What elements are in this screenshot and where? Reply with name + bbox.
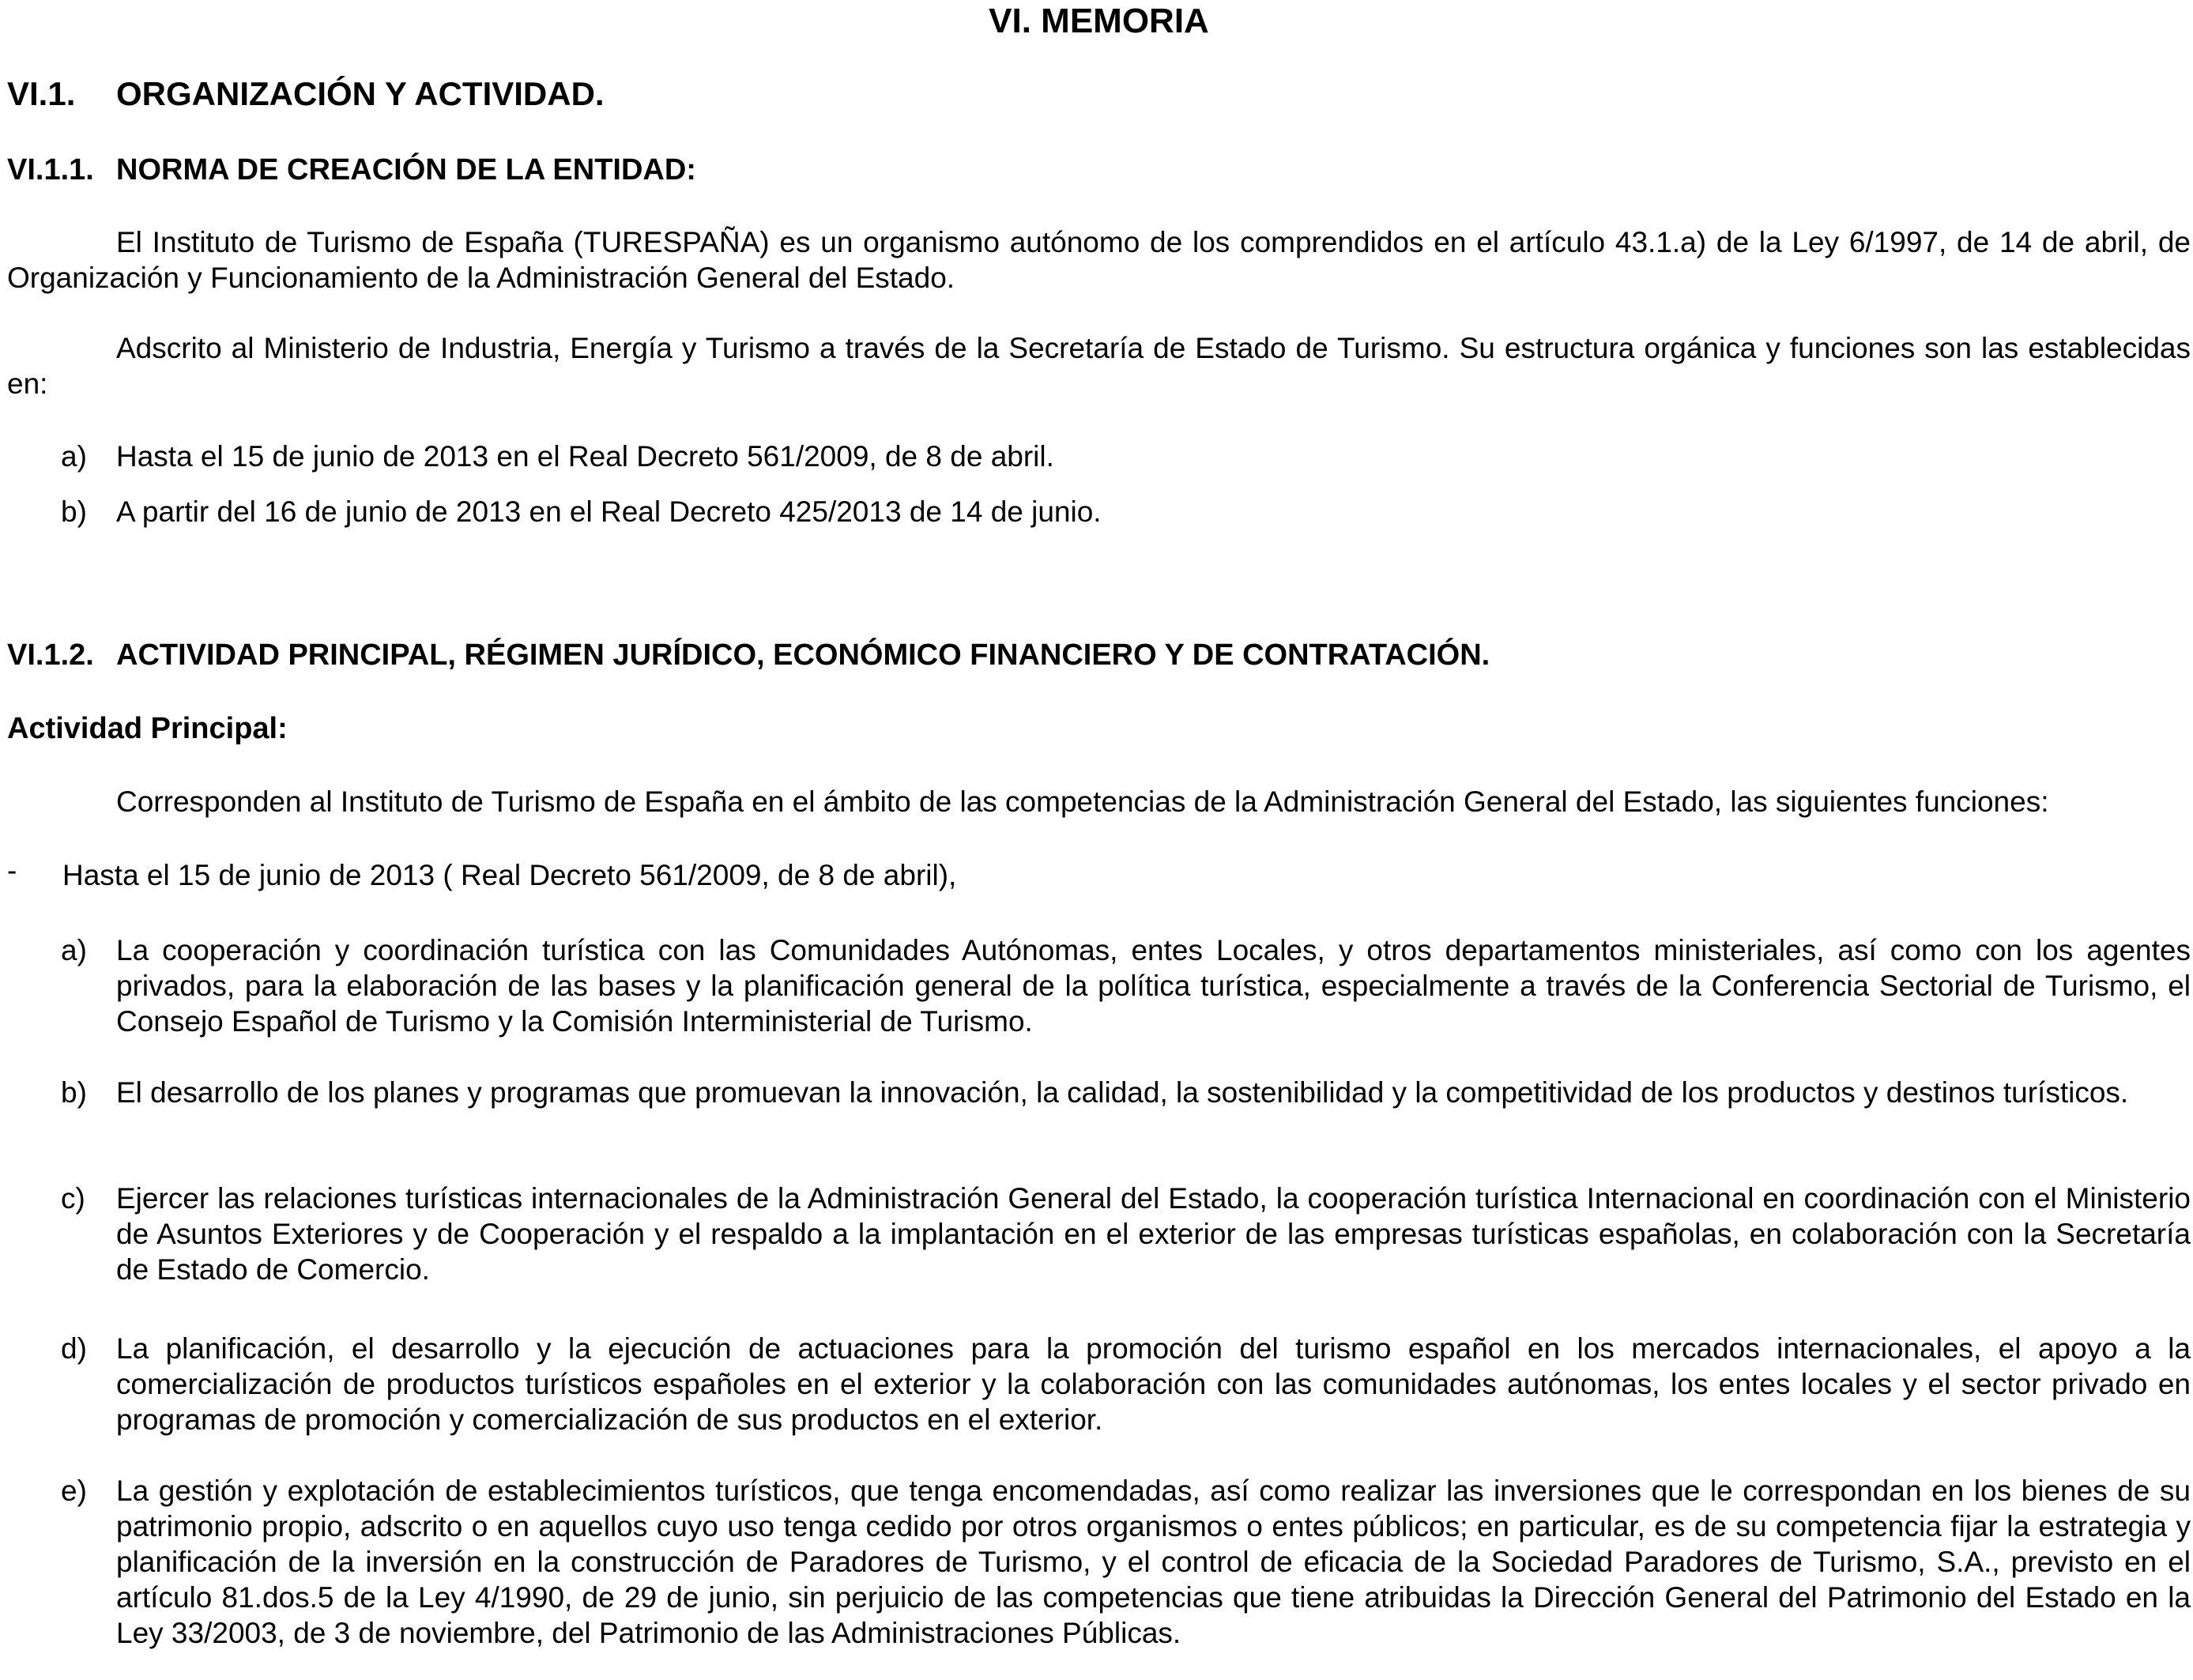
document-title: VI. MEMORIA	[989, 2, 1209, 40]
subsection-title-1: NORMA DE CREACIÓN DE LA ENTIDAD:	[116, 153, 696, 186]
list-marker: a)	[61, 440, 87, 473]
section-title: ORGANIZACIÓN Y ACTIVIDAD.	[116, 75, 605, 112]
list-item	[7, 439, 2191, 474]
list-item	[7, 494, 2191, 529]
list-marker: d)	[61, 1332, 87, 1365]
list-marker: b)	[61, 495, 87, 528]
list-item-text: La planificación, el desarrollo y la ejecución de actuaciones para la promoción del turismo español en los mercados internacionales, el apoyo a la comercialización de productos turísticos españoles en el exterior y la colaboración con las comunidades autónomas, los entes locales y el sector privado en programas de promoción y comercialización de sus productos en el exterior.	[116, 1332, 2191, 1436]
list-item-text: Ejercer las relaciones turísticas internacionales de la Administración General del Estado, la cooperación turística Internacional en coordinación con el Ministerio de Asuntos Exteriores y de Cooperación y el respaldo a la implantación en el exterior de las empresas turísticas españolas, en colaboración con la Secretaría de Estado de Comercio.	[116, 1182, 2191, 1286]
paragraph-creation-norm: El Instituto de Turismo de España (TURESPAÑA) es un organismo autónomo de los comprendidos en el artículo 43.1.a) de la Ley 6/1997, de 14 de abril, de Organización y Funcionamiento de la Administración General del Estado.	[7, 226, 2191, 294]
section-number: VI.1.	[7, 75, 76, 112]
dash-item-text: Hasta el 15 de junio de 2013 ( Real Decreto 561/2009, de 8 de abril),	[62, 859, 957, 891]
list-marker: c)	[61, 1182, 85, 1215]
list-item	[7, 1075, 2191, 1110]
list-item	[7, 1331, 2191, 1437]
list-marker: e)	[61, 1475, 87, 1507]
list-marker: b)	[61, 1076, 87, 1109]
dash-list-item	[7, 854, 2191, 893]
section-heading	[7, 76, 605, 112]
subsection-number-2: VI.1.2.	[7, 638, 94, 672]
paragraph-adscription: Adscrito al Ministerio de Industria, Energía y Turismo a través de la Secretaría de Estado de Turismo. Su estructura orgánica y funciones son las establecidas en:	[7, 332, 2191, 400]
paragraph-functions-intro: Corresponden al Instituto de Turismo de España en el ámbito de las competencias de la Administración General del Estado, las siguientes funciones:	[116, 785, 2049, 818]
list-item-text: El desarrollo de los planes y programas que promuevan la innovación, la calidad, la sostenibilidad y la competitividad de los productos y destinos turísticos.	[116, 1076, 2129, 1109]
dash-marker: -	[7, 854, 17, 887]
list-item	[7, 1181, 2191, 1287]
list-item-text: A partir del 16 de junio de 2013 en el Real Decreto 425/2013 de 14 de junio.	[116, 495, 1102, 528]
list-item-text: La cooperación y coordinación turística con las Comunidades Autónomas, entes Locales, y otros departamentos ministeriales, así como con los agentes privados, para la elaboración de las bases y la planificación general de la política turística, especialmente a través de la Conferencia Sectorial de Turismo, el Consejo Español de Turismo y la Comisión Interministerial de Turismo.	[116, 934, 2191, 1038]
subsection-number-1: VI.1.1.	[7, 153, 94, 186]
list-marker: a)	[61, 934, 87, 966]
subsection-heading-1	[7, 152, 696, 188]
subsection-heading-2	[7, 637, 1490, 673]
list-item-text: La gestión y explotación de establecimientos turísticos, que tenga encomendadas, así como realizar las inversiones que le correspondan en los bienes de su patrimonio propio, adscrito o en aquellos cuyo uso tenga cedido por otros organismos o entes públicos; en particular, es de su competencia fijar la estrategia y planificación de la inversión en la construcción de Paradores de Turismo, y el control de eficacia de la Sociedad Paradores de Turismo, S.A., previsto en el artículo 81.dos.5 de la Ley 4/1990, de 29 de junio, sin perjuicio de las competencias que tiene atribuidas la Dirección General del Patrimonio del Estado en la Ley 33/2003, de 3 de noviembre, del Patrimonio de las Administraciones Públicas.	[116, 1475, 2191, 1649]
list-item-text: Hasta el 15 de junio de 2013 en el Real Decreto 561/2009, de 8 de abril.	[116, 440, 1054, 473]
subheading-actividad-principal: Actividad Principal:	[7, 712, 288, 745]
list-item	[7, 932, 2191, 1039]
subsection-title-2: ACTIVIDAD PRINCIPAL, RÉGIMEN JURÍDICO, ECONÓMICO FINANCIERO Y DE CONTRATACIÓN.	[116, 638, 1490, 672]
list-item	[7, 1473, 2191, 1651]
